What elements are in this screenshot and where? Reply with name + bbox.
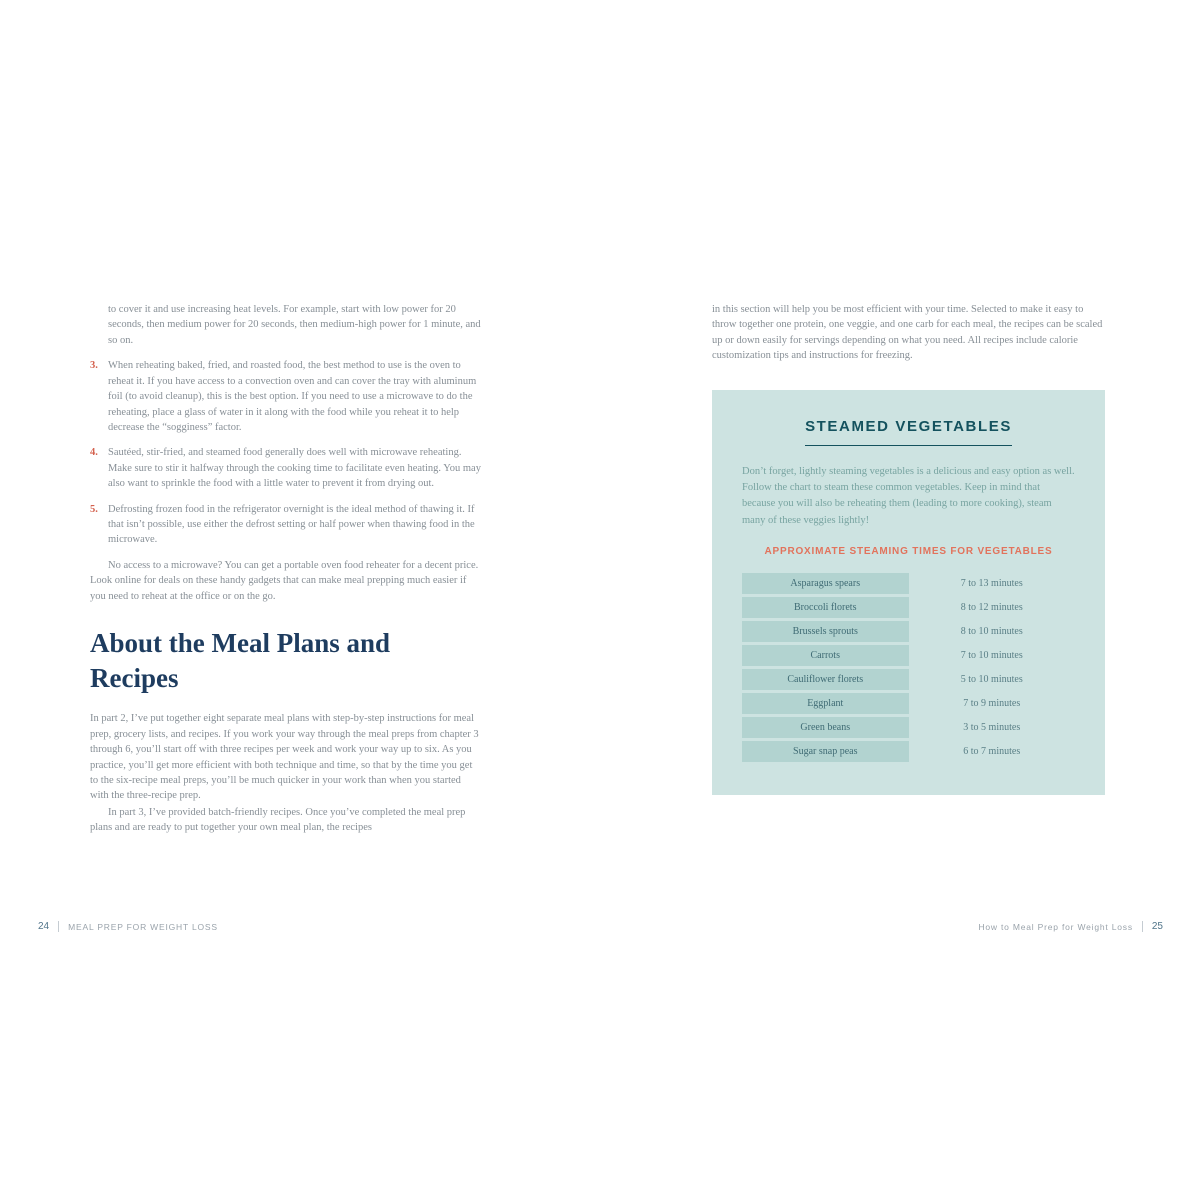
list-number: 5. (90, 503, 98, 515)
steaming-table-title: APPROXIMATE STEAMING TIMES FOR VEGETABLES (764, 545, 1053, 557)
steaming-time: 5 to 10 minutes (960, 673, 1023, 685)
continuation-paragraph: to cover it and use increasing heat levels. For example, start with low power for 20 seconds, then medium power for 20 seconds, then medium-high power for 1 minute, and so on. (108, 304, 481, 346)
steaming-time: 8 to 12 minutes (960, 601, 1023, 613)
table-row (742, 741, 1075, 762)
table-row (742, 621, 1075, 642)
vegetable-name: Eggplant (742, 693, 909, 714)
list-item-5 (90, 502, 482, 548)
vegetable-name: Broccoli florets (742, 597, 909, 618)
list-item-text: When reheating baked, fried, and roasted food, the best method to use is the oven to reheat it. If you have access to a convection oven and can cover the tray with aluminum foil (to avoid cleanup), this is the best option. If you need to use a microwave to do the reheating, place a glass of water in it along with the food while you reheat it to help decrease the “sogginess” factor. (108, 360, 477, 433)
section-heading: About the Meal Plans and Recipes (90, 628, 391, 693)
right-page-column (712, 302, 1105, 795)
vegetable-name: Asparagus spears (742, 573, 909, 594)
vegetable-name: Green beans (742, 717, 909, 738)
vegetable-name: Sugar snap peas (742, 741, 909, 762)
table-row (742, 645, 1075, 666)
list-number: 4. (90, 447, 98, 459)
steaming-time: 7 to 10 minutes (960, 649, 1023, 661)
right-page-footer (978, 921, 1163, 932)
right-page-number: 25 (1151, 921, 1163, 932)
steaming-time: 7 to 13 minutes (960, 577, 1023, 589)
list-item-text: Sautéed, stir-fried, and steamed food generally does well with microwave reheating. Make sure to stir it halfway through the cooking time to facilitate even heating. You may also want to sprinkle the food with a little water to prevent it from drying out. (108, 447, 481, 490)
box-title-wrap (742, 416, 1075, 446)
list-item-text: Defrosting frozen food in the refrigerator overnight is the ideal method of thawing it. If that isn’t possible, use either the defrost setting or half power when thawing food in the microwave. (108, 503, 475, 546)
box-title: STEAMED VEGETABLES (805, 416, 1012, 446)
body-paragraph: In part 3, I’ve provided batch-friendly recipes. Once you’ve completed the meal prep plans and are ready to put together your own meal plan, the recipes (90, 806, 466, 834)
box-description: Don’t forget, lightly steaming vegetables is a delicious and easy option as well. Follow the chart to steam these common vegetables. Keep in mind that because you will also be reheating them (leading to more cooking), steam many of these veggies lightly! (742, 465, 1075, 526)
book-title: MEAL PREP FOR WEIGHT LOSS (68, 921, 218, 932)
chapter-title: How to Meal Prep for Weight Loss (978, 921, 1133, 932)
left-page-column (90, 302, 482, 837)
left-page-number: 24 (38, 921, 50, 932)
steaming-table (742, 573, 1075, 762)
footer-divider (1142, 921, 1143, 932)
tip-paragraph: No access to a microwave? You can get a portable oven food reheater for a decent price. Look online for deals on these handy gadgets that can make meal prepping much easier if you need to reheat at the office or on the go. (90, 559, 479, 602)
vegetable-name: Cauliflower florets (742, 669, 909, 690)
table-row (742, 573, 1075, 594)
steaming-time: 7 to 9 minutes (963, 697, 1021, 709)
table-row (742, 597, 1075, 618)
steamed-vegetables-box (712, 390, 1105, 796)
steaming-time: 6 to 7 minutes (963, 745, 1021, 757)
list-item-3 (90, 358, 482, 435)
table-row (742, 717, 1075, 738)
body-paragraph: In part 2, I’ve put together eight separate meal plans with step-by-step instructions for meal prep, grocery lists, and recipes. If you work your way through the meal preps from chapter 3 through 6, you’ll start off with three recipes per week and work your way up to six. As you practice, you’ll get more efficient with both technique and time, so that by the time you get to the six-recipe meal preps, you’ll be much quicker in your work than when you started with the three-recipe prep. (90, 713, 479, 802)
list-item-4 (90, 445, 482, 491)
steaming-time: 8 to 10 minutes (960, 625, 1023, 637)
vegetable-name: Carrots (742, 645, 909, 666)
left-page-footer (38, 921, 218, 932)
footer-divider (58, 921, 59, 932)
list-number: 3. (90, 360, 98, 372)
table-row (742, 693, 1075, 714)
steaming-time: 3 to 5 minutes (963, 721, 1021, 733)
intro-paragraph: in this section will help you be most efficient with your time. Selected to make it easy to throw together one protein, one veggie, and one carb for each meal, the recipes can be scaled up or down easily for servings depending on what you need. All recipes include calorie customization tips and instructions for freezing. (712, 304, 1103, 362)
vegetable-name: Brussels sprouts (742, 621, 909, 642)
table-row (742, 669, 1075, 690)
